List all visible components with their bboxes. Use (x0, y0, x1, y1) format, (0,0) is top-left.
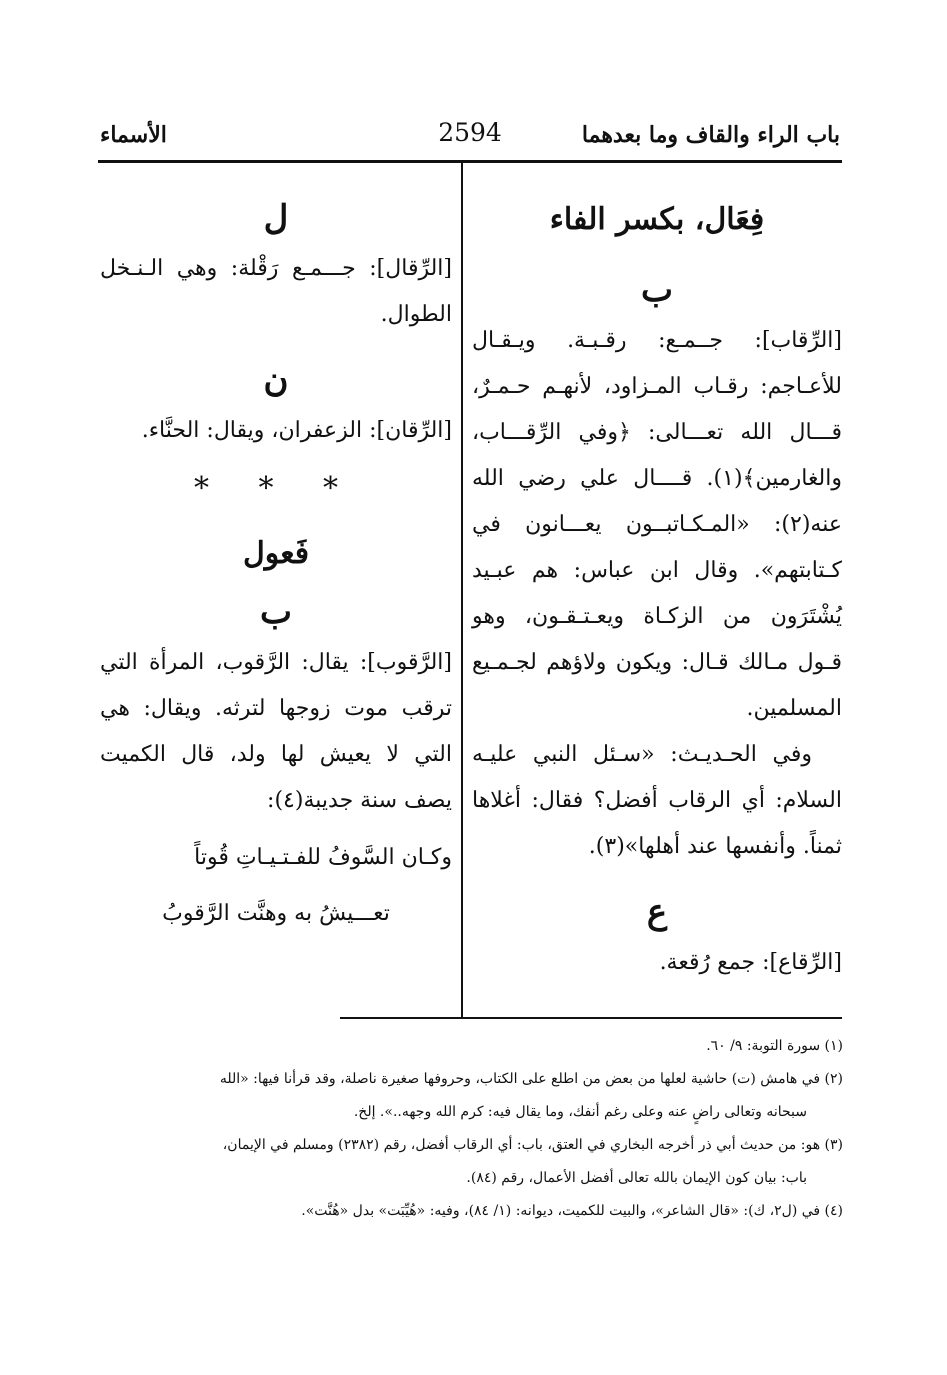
footnote-4: (٤) في (ل٢، ك): «قال الشاعر»، والبيت للكميت، ديوانه: (١/ ٨٤)، وفيه: «هُيِّبَت» بدل «هُنَّت». (301, 1203, 843, 1219)
right-column (472, 190, 842, 986)
verse-line-1: وكـان السَّوفُ للفـتـيـاتِ قُوتاً (194, 845, 452, 870)
entry-riqab: [الرِّقاب]: جــمـع: رقـبـة. ويـقـال للأعـاجم: رقـاب المـزاود، لأنهـم حـمـرٌ، قـــال الله تعـــالى: ﴿وفي الرِّقـــاب، والغارمين﴾(١). قــــال علي رضي الله عنه(٢): «المـكـاتبــون يعـــانون في كـتابتهم». وقال ابن عباس: هم عبـيد يُشْتَرَون من الزكـاة ويعـتـقـون، وهو قـول مـالك قـال: ويكون ولاؤهم لجـمـيع المسلمين. (472, 328, 842, 721)
entry-riqan: [الرِّقان]: الزعفران، ويقال: الحنَّاء. (141, 418, 452, 443)
footnote-3: (٣) هو: من حديث أبي ذر أخرجه البخاري في العتق، باب: أي الرقاب أفضل، رقم (٢٣٨٢) ومسلم في الإيمان، (222, 1137, 843, 1153)
entry-riqa: [الرِّقاع]: جمع رُقعة. (659, 950, 842, 975)
hadith-paragraph: وفي الحـديـث: «سـئل النبي عليـه السلام: أي الرقاب أفضل؟ فقال: أغلاها ثمناً. وأنفسها عند أهلها»(٣). (472, 742, 842, 859)
letter-heading-b: ب (640, 270, 673, 310)
section-label: الأسماء (100, 122, 167, 148)
letter-heading-n: ن (263, 360, 289, 400)
footnote-2: (٢) في هامش (ت) حاشية لعلها من بعض من اطلع على الكتاب، وحروفها صغيرة ناصلة، وقد قرأنا فيها: «الله (219, 1071, 843, 1087)
verse-line-2: تعـــيشُ به وهنَّت الرَّقوبُ (162, 901, 390, 926)
entry-raqub: [الرَّقوب]: يقال: الرَّقوب، المرأة التي ترقب موت زوجها لترثه. ويقال: هي التي لا يعيش لها ولد، قال الكميت يصف سنة جديبة(٤): (100, 650, 452, 813)
left-column (100, 190, 452, 942)
section-heading: فِعَال، بكسر الفاء (549, 202, 765, 237)
footnote-2-continued: سبحانه وتعالى راضٍ عنه وعلى رغم أنفك، وما يقال فيه: كرم الله وجهه..». إلخ. (353, 1104, 807, 1120)
letter-heading-b2: ب (259, 592, 292, 632)
chapter-title: باب الراء والقاف وما بعدهما (581, 122, 840, 148)
header-rule (98, 160, 842, 163)
letter-heading-l: ل (263, 198, 289, 238)
letter-heading-ain: ع (646, 892, 668, 932)
page-number: 2594 (438, 118, 502, 147)
footnotes (98, 1030, 843, 1228)
running-header (100, 118, 840, 158)
footnote-3-continued: باب: بيان كون الإيمان بالله تعالى أفضل الأعمال، رقم (٨٤). (466, 1170, 807, 1186)
section-heading-faul: فَعول (242, 536, 310, 571)
section-separator: * * * (193, 471, 359, 506)
footnote-rule (340, 1017, 842, 1019)
column-divider (461, 162, 463, 1017)
footnote-1: (١) سورة التوبة: ٩/ ٦٠. (706, 1038, 843, 1054)
entry-riqal: [الرِّقال]: جـــمـع رَقْلة: وهي الـنـخل الطوال. (100, 256, 452, 327)
